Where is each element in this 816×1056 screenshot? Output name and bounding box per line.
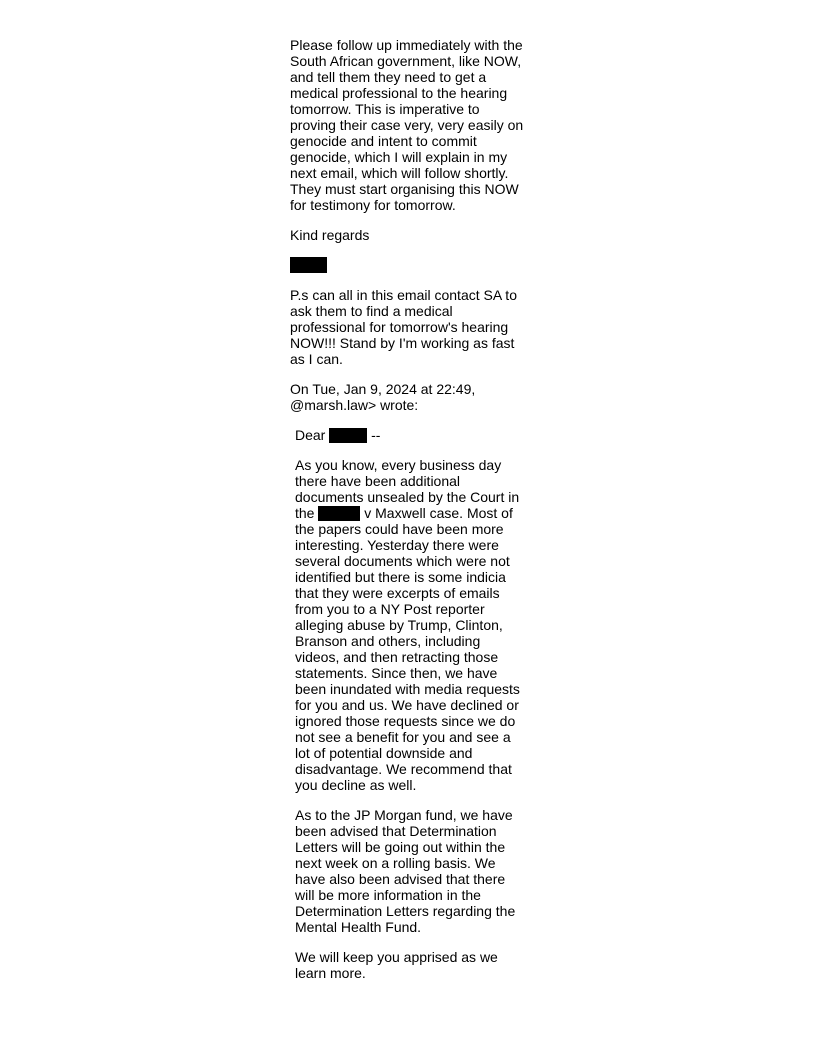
redacted-recipient-name [329, 428, 367, 443]
quoted-email [290, 427, 523, 981]
postscript-paragraph: P.s can all in this email contact SA to ask them to find a medical professional for tomorrow's hearing NOW!!! Stand by I'm working as fast as I can. [290, 287, 517, 367]
closing-line: Kind regards [290, 227, 370, 243]
quoted-paragraph-unsealed-documents [295, 457, 523, 793]
greeting-prefix: Dear [295, 427, 326, 443]
greeting-suffix: -- [371, 427, 381, 443]
quoted-paragraph-closing: We will keep you apprised as we learn more. [295, 949, 498, 981]
unsealed-text-after: v Maxwell case. Most of the papers could have been more interesting. Yesterday there were several documents which were not identified but there is some indicia that they were excerpts of emails from you to a NY Post reporter alleging abuse by Trump, Clinton, Branson and others, including videos, and then retracting those statements. Since then, we have been inundated with media requests for you and us. We have declined or ignored those requests since we do not see a benefit for you and see a lot of potential downside and disadvantage. We recommend that you decline as well. [295, 505, 520, 793]
redacted-case-name [318, 506, 360, 521]
redacted-signature [290, 257, 327, 273]
quoted-greeting [295, 427, 523, 443]
quoted-paragraph-jp-morgan: As to the JP Morgan fund, we have been advised that Determination Letters will be going out within the next week on a rolling basis. We have also been advised that there will be more information in the Determination Letters regarding the Mental Health Fund. [295, 807, 516, 935]
urgent-request-paragraph: Please follow up immediately with the South African government, like NOW, and tell them they need to get a medical professional to the hearing tomorrow. This is imperative to proving their case very, very easily on genocide and intent to commit genocide, which I will explain in my next email, which will follow shortly. They must start organising this NOW for testimony for tomorrow. [290, 37, 524, 213]
quote-header: On Tue, Jan 9, 2024 at 22:49, @marsh.law> wrote: [290, 381, 476, 413]
email-body [290, 37, 526, 995]
unsealed-text-before: As you know, every business day there have been additional documents unsealed by the Court in the [295, 457, 520, 521]
